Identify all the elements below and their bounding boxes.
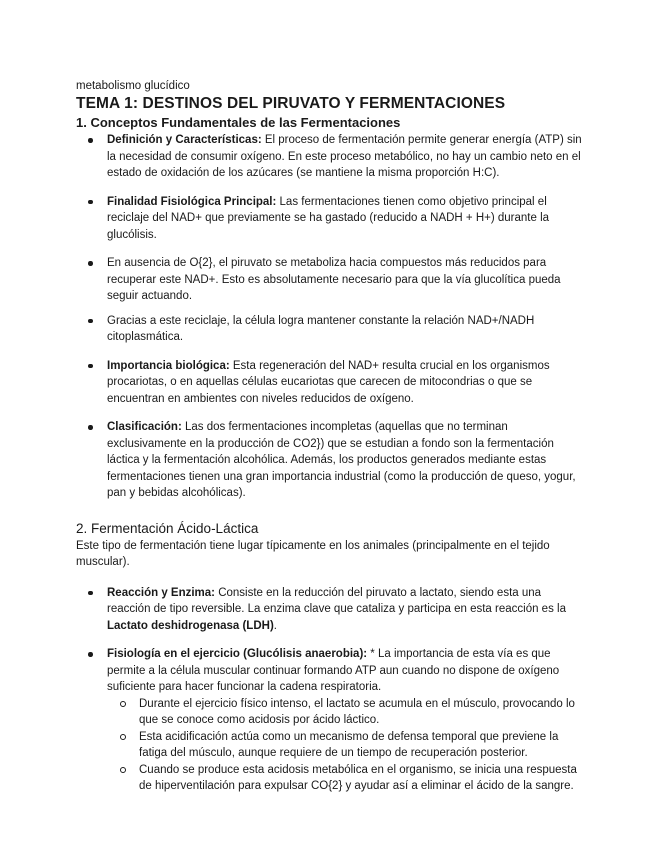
section-2-intro: Este tipo de fermentación tiene lugar típicamente en los animales (principalmente en el tejido muscular). — [76, 539, 550, 568]
hollow-bullet-icon — [120, 767, 126, 773]
item-label: Reacción y Enzima: — [107, 586, 216, 599]
item-label: Fisiología en el ejercicio (Glucólisis anaerobia): — [107, 648, 368, 660]
item-text: Las fermentaciones tienen como objetivo principal el reciclaje del NAD+ que previamente se ha gastado (reducido a NADH + H+) durante la glucólisis. — [107, 195, 550, 241]
item-label: Importancia biológica: — [107, 359, 230, 372]
item-text: En ausencia de O{2}, el piruvato se metaboliza hacia compuestos más reducidos para recuperar este NAD+. Esto es absolutamente necesario para que la vía glucolítica pueda seguir actuando. — [107, 257, 561, 302]
sub-item-text: Durante el ejercicio físico intenso, el lactato se acumula en el músculo, provocando lo que se conoce como acidosis por ácido láctico. — [139, 697, 575, 726]
hollow-bullet-icon — [120, 701, 126, 707]
bullet-icon — [88, 425, 93, 430]
bullet-icon — [88, 138, 93, 143]
section-2-heading: 2. Fermentación Ácido-Láctica — [76, 520, 259, 536]
item-text: Consiste en la reducción del piruvato a lactato, siendo esta una reacción de tipo reversible. La enzima clave que cataliza y participa en esta reacción es la — [107, 586, 566, 615]
list-item — [76, 194, 584, 244]
subject-line: metabolismo glucídico — [76, 80, 190, 92]
enzyme-name: Lactato deshidrogenasa (LDH) — [107, 619, 274, 632]
list-item — [76, 255, 584, 305]
list-item — [76, 419, 584, 502]
sub-list-item — [76, 762, 584, 795]
bullet-icon — [88, 319, 93, 324]
bullet-icon — [88, 200, 93, 205]
hollow-bullet-icon — [120, 734, 126, 740]
item-text: Esta regeneración del NAD+ resulta crucial en los organismos procariotas, o en aquellas células eucariotas que carecen de mitocondrias o que se encuentran en ambientes con niveles reducidos de oxígeno. — [107, 359, 550, 405]
document-page — [76, 78, 584, 807]
item-label: Definición y Características: — [107, 134, 262, 146]
section-1-list — [76, 132, 584, 502]
item-text: Las dos fermentaciones incompletas (aquellas que no terminan exclusivamente en la producción de CO2}) que se estudian a fondo son la fermentación láctica y la fermentación alcohólica. Además, los productos generados mediante estas fermentaciones tienen una gran importancia industrial (como la producción de queso, yogur, pan y bebidas alcohólicas). — [107, 421, 576, 499]
sub-item-text: Esta acidificación actúa como un mecanismo de defensa temporal que previene la fatiga del músculo, aunque requiere de un tiempo de recuperación posterior. — [139, 730, 559, 759]
item-label: Finalidad Fisiológica Principal: — [107, 195, 277, 208]
sub-list — [76, 696, 584, 795]
bullet-icon — [88, 591, 93, 596]
list-item — [76, 585, 584, 635]
list-item — [76, 646, 584, 795]
bullet-icon — [88, 261, 93, 266]
bullet-icon — [88, 364, 93, 369]
item-text: * La importancia de esta vía es que permite a la célula muscular continuar formando ATP aun cuando no dispone de oxígeno suficiente para hacer funcionar la cadena respiratoria. — [107, 648, 560, 693]
section-1-heading: 1. Conceptos Fundamentales de las Fermentaciones — [76, 115, 401, 130]
item-tail: . — [273, 619, 277, 632]
bullet-icon — [88, 652, 93, 657]
item-text: Gracias a este reciclaje, la célula logra mantener constante la relación NAD+/NADH citoplasmática. — [107, 314, 535, 343]
sub-list-item — [76, 696, 584, 729]
sub-item-text: Cuando se produce esta acidosis metabólica en el organismo, se inicia una respuesta de hiperventilación para expulsar CO{2} y ayudar así a eliminar el ácido de la sangre. — [139, 763, 577, 792]
section-2-list — [76, 585, 584, 795]
sub-list-item — [76, 729, 584, 762]
item-label: Clasificación: — [107, 421, 182, 433]
list-item — [76, 313, 584, 346]
list-item — [76, 132, 584, 182]
document-title: TEMA 1: DESTINOS DEL PIRUVATO Y FERMENTACIONES — [76, 95, 506, 112]
item-text: El proceso de fermentación permite generar energía (ATP) sin la necesidad de consumir oxígeno. En este proceso metabólico, no hay un cambio neto en el estado de oxidación de los azúcares (se mantiene la misma proporción H:C). — [107, 134, 582, 179]
list-item — [76, 358, 584, 408]
